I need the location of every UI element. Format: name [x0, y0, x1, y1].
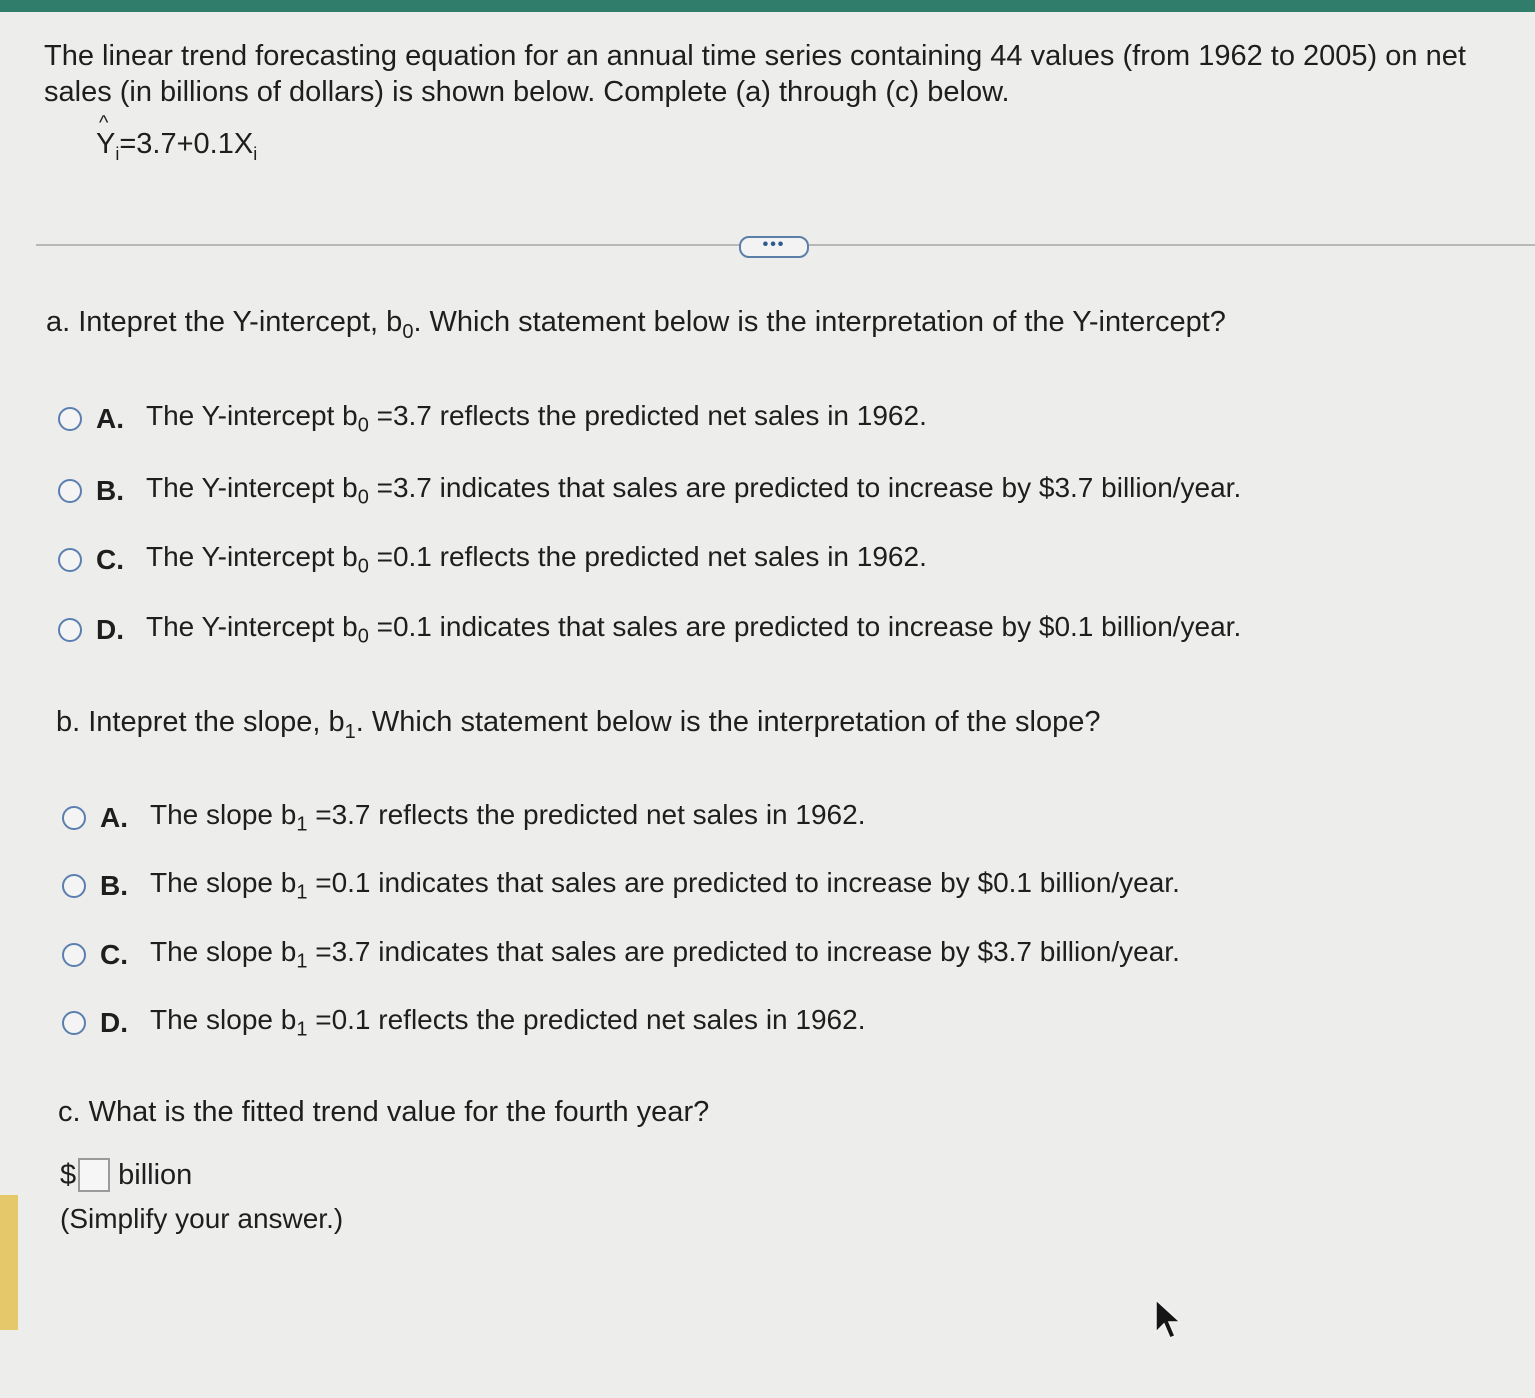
equation-rhs: =3.7+0.1X: [119, 128, 254, 160]
option-text: The Y-intercept $b_0 =0.1$ indicates that sales are predicted to increase by $0.1 billion/year.: [146, 611, 1242, 648]
option-text: The slope $b_1 =0.1$ reflects the predicted net sales in 1962.: [150, 1004, 866, 1041]
part-c-prompt: c. What is the fitted trend value for the fourth year?: [58, 1096, 710, 1128]
option-text: The slope $b_1 =0.1$ indicates that sales are predicted to increase by $0.1 billion/year.: [150, 867, 1180, 904]
option-letter: C.: [96, 543, 124, 575]
left-accent-bar: [0, 1195, 18, 1330]
part-b-prompt-start: b. Intepret the slope, b: [56, 706, 345, 738]
part-b-option-a[interactable]: [62, 799, 865, 837]
option-text: The Y-intercept $b_0 =3.7$ reflects the predicted net sales in 1962.: [146, 400, 927, 437]
part-b-option-d[interactable]: [62, 1004, 865, 1042]
radio-button[interactable]: [62, 874, 86, 898]
part-a-prompt-end: . Which statement below is the interpretation of the Y-intercept?: [413, 306, 1226, 338]
part-b-prompt: [56, 706, 1100, 744]
option-letter: D.: [100, 1006, 128, 1038]
option-letter: D.: [96, 613, 124, 645]
mouse-pointer-icon: [1150, 1298, 1186, 1346]
problem-statement: The linear trend forecasting equation for an annual time series containing 44 values (from 1962 to 2005) on net sales (in billions of dollars) is shown below. Complete (a) through (c) below.: [44, 40, 1466, 108]
unit-label: billion: [118, 1158, 193, 1191]
question-page: [0, 12, 1535, 1398]
part-a-prompt-sub: 0: [402, 320, 414, 343]
y-letter: Y: [96, 128, 116, 160]
expand-more-button[interactable]: •••: [739, 236, 809, 258]
radio-button[interactable]: [58, 407, 82, 431]
hat-accent: ^: [99, 112, 109, 134]
option-letter: C.: [100, 938, 128, 970]
option-text: The slope $b_1 =3.7$ reflects the predicted net sales in 1962.: [150, 799, 866, 836]
radio-button[interactable]: [62, 806, 86, 830]
part-b-option-b[interactable]: [62, 867, 1180, 905]
y-hat-symbol: [96, 112, 116, 161]
part-b-option-c[interactable]: [62, 936, 1180, 974]
radio-button[interactable]: [62, 943, 86, 967]
part-a-option-a[interactable]: [58, 400, 927, 438]
x-subscript: i: [253, 143, 258, 164]
top-header-strip: [0, 0, 1535, 12]
part-a-option-c[interactable]: [58, 541, 927, 579]
option-letter: A.: [96, 402, 124, 434]
radio-button[interactable]: [58, 548, 82, 572]
option-letter: B.: [96, 474, 124, 506]
answer-input[interactable]: [78, 1158, 110, 1192]
part-b-prompt-end: . Which statement below is the interpretation of the slope?: [355, 706, 1101, 738]
trend-equation: [96, 112, 258, 165]
y-subscript: i: [115, 143, 120, 164]
option-text: The Y-intercept $b_0 =0.1$ reflects the predicted net sales in 1962.: [146, 541, 927, 578]
part-b-prompt-sub: 1: [344, 720, 356, 743]
simplify-hint: (Simplify your answer.): [60, 1203, 344, 1234]
radio-button[interactable]: [62, 1011, 86, 1035]
radio-button[interactable]: [58, 618, 82, 642]
part-a-prompt-start: a. Intepret the Y-intercept, b: [46, 306, 403, 338]
option-letter: A.: [100, 801, 128, 833]
part-a-prompt: [46, 306, 1226, 344]
part-c-answer-row: [60, 1158, 192, 1192]
option-letter: B.: [100, 869, 128, 901]
part-a-option-b[interactable]: [58, 472, 1241, 510]
option-text: The Y-intercept $b_0 =3.7$ indicates that sales are predicted to increase by $3.7 billion/year.: [146, 472, 1242, 509]
part-a-option-d[interactable]: [58, 611, 1241, 649]
radio-button[interactable]: [58, 479, 82, 503]
currency-symbol: $: [60, 1158, 77, 1191]
option-text: The slope $b_1 =3.7$ indicates that sales are predicted to increase by $3.7 billion/year.: [150, 936, 1180, 973]
